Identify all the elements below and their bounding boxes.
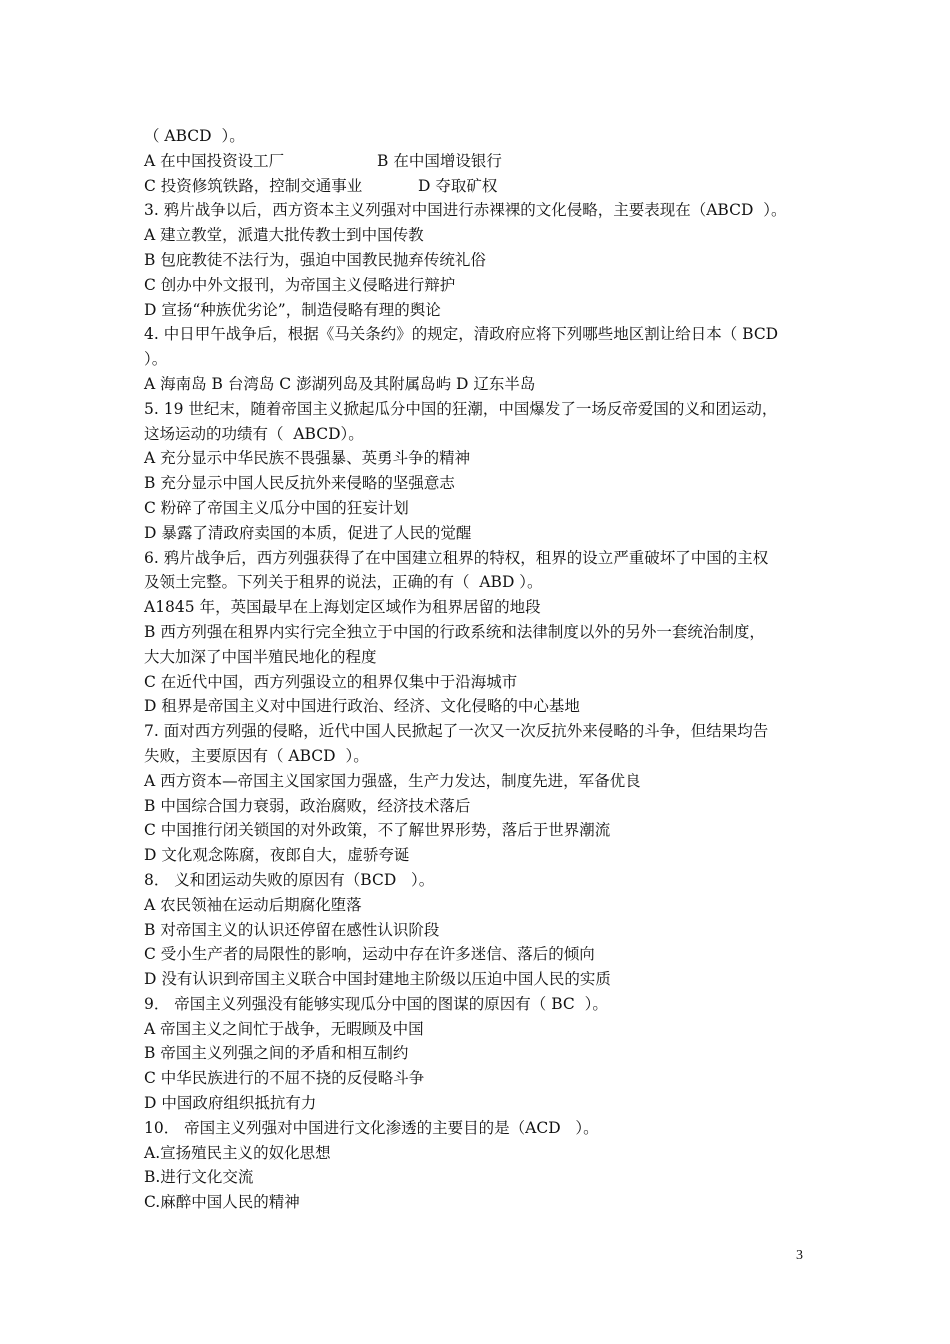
text-line: C 粉碎了帝国主义瓜分中国的狂妄计划	[144, 498, 409, 517]
text-line: B 充分显示中国人民反抗外来侵略的坚强意志	[144, 474, 455, 493]
text-line: 7. 面对西方列强的侵略，近代中国人民掀起了一次又一次反抗外来侵略的斗争，但结果均告	[144, 722, 769, 741]
option-left: C 投资修筑铁路，控制交通事业	[144, 176, 363, 195]
text-line: （ ABCD ）。	[144, 127, 245, 145]
text-line: 3. 鸦片战争以后，西方资本主义列强对中国进行赤裸裸的文化侵略，主要表现在（ABCD ）。	[144, 201, 787, 220]
text-line: 4. 中日甲午战争后，根据《马关条约》的规定，清政府应将下列哪些地区割让给日本（ BCD	[144, 325, 779, 344]
text-line: B 包庇教徒不法行为，强迫中国教民抛弃传统礼俗	[144, 250, 486, 269]
text-line: C 中华民族进行的不屈不挠的反侵略斗争	[144, 1069, 425, 1088]
text-line: 6. 鸦片战争后，西方列强获得了在中国建立租界的特权，租界的设立严重破坏了中国的主权	[144, 548, 769, 567]
text-line: A.宣扬殖民主义的奴化思想	[144, 1143, 331, 1162]
text-line: B 对帝国主义的认识还停留在感性认识阶段	[144, 920, 440, 939]
option-pair-line	[144, 174, 814, 199]
text-line: A 帝国主义之间忙于战争，无暇顾及中国	[144, 1019, 424, 1038]
text-line: B 西方列强在租界内实行完全独立于中国的行政系统和法律制度以外的另外一套统治制度，	[144, 622, 765, 641]
text-line: 失败，主要原因有（ ABCD ）。	[144, 746, 369, 765]
option-pair-line	[144, 149, 814, 174]
text-line: B 中国综合国力衰弱，政治腐败，经济技术落后	[144, 796, 471, 815]
text-line: 5. 19 世纪末，随着帝国主义掀起瓜分中国的狂潮，中国爆发了一场反帝爱国的义和团运动，	[144, 399, 778, 418]
text-line: 9． 帝国主义列强没有能够实现瓜分中国的图谋的原因有（ BC ）。	[144, 994, 608, 1013]
text-line: D 文化观念陈腐，夜郎自大，虚骄夸诞	[144, 846, 410, 865]
text-line: C 中国推行闭关锁国的对外政策，不了解世界形势，落后于世界潮流	[144, 821, 611, 840]
text-line: B 帝国主义列强之间的矛盾和相互制约	[144, 1044, 409, 1063]
text-line: D 没有认识到帝国主义联合中国封建地主阶级以压迫中国人民的实质	[144, 970, 611, 989]
text-line: C 受小生产者的局限性的影响，运动中存在许多迷信、落后的倾向	[144, 945, 595, 964]
text-line: D 暴露了清政府卖国的本质，促进了人民的觉醒	[144, 523, 472, 542]
option-right: B 在中国增设银行	[377, 151, 502, 170]
text-line: B.进行文化交流	[144, 1168, 254, 1187]
text-line: A 建立教堂，派遣大批传教士到中国传教	[144, 226, 424, 245]
text-line: 及领土完整。下列关于租界的说法，正确的有（ ABD ）。	[144, 573, 543, 592]
text-line: ）。	[144, 350, 168, 369]
text-line: 大大加深了中国半殖民地化的程度	[144, 647, 377, 666]
text-line: C.麻醉中国人民的精神	[144, 1193, 300, 1212]
text-line: C 在近代中国，西方列强设立的租界仅集中于沿海城市	[144, 672, 518, 691]
text-line: A 农民领袖在运动后期腐化堕落	[144, 895, 362, 914]
text-line: A 西方资本—帝国主义国家国力强盛，生产力发达，制度先进，军备优良	[144, 771, 641, 790]
option-left: A 在中国投资设工厂	[144, 151, 285, 170]
text-line: D 中国政府组织抵抗有力	[144, 1094, 317, 1113]
text-line: A 充分显示中华民族不畏强暴、英勇斗争的精神	[144, 449, 471, 468]
text-line: 10． 帝国主义列强对中国进行文化渗透的主要目的是（ACD ）。	[144, 1118, 599, 1137]
option-right: D 夺取矿权	[418, 176, 498, 195]
text-line: D 宣扬“种族优劣论”，制造侵略有理的舆论	[144, 300, 441, 319]
text-line: 8． 义和团运动失败的原因有（BCD ）。	[144, 870, 435, 889]
text-line: C 创办中外文报刊，为帝国主义侵略进行辩护	[144, 275, 456, 294]
text-line: 这场运动的功绩有（ ABCD）。	[144, 424, 364, 443]
page-number: 3	[796, 1248, 803, 1263]
text-line: A1845 年，英国最早在上海划定区域作为租界居留的地段	[144, 598, 541, 617]
text-line: A 海南岛 B 台湾岛 C 澎湖列岛及其附属岛屿 D 辽东半岛	[144, 374, 536, 393]
question-text-body	[144, 124, 814, 1215]
text-line: D 租界是帝国主义对中国进行政治、经济、文化侵略的中心基地	[144, 697, 580, 716]
